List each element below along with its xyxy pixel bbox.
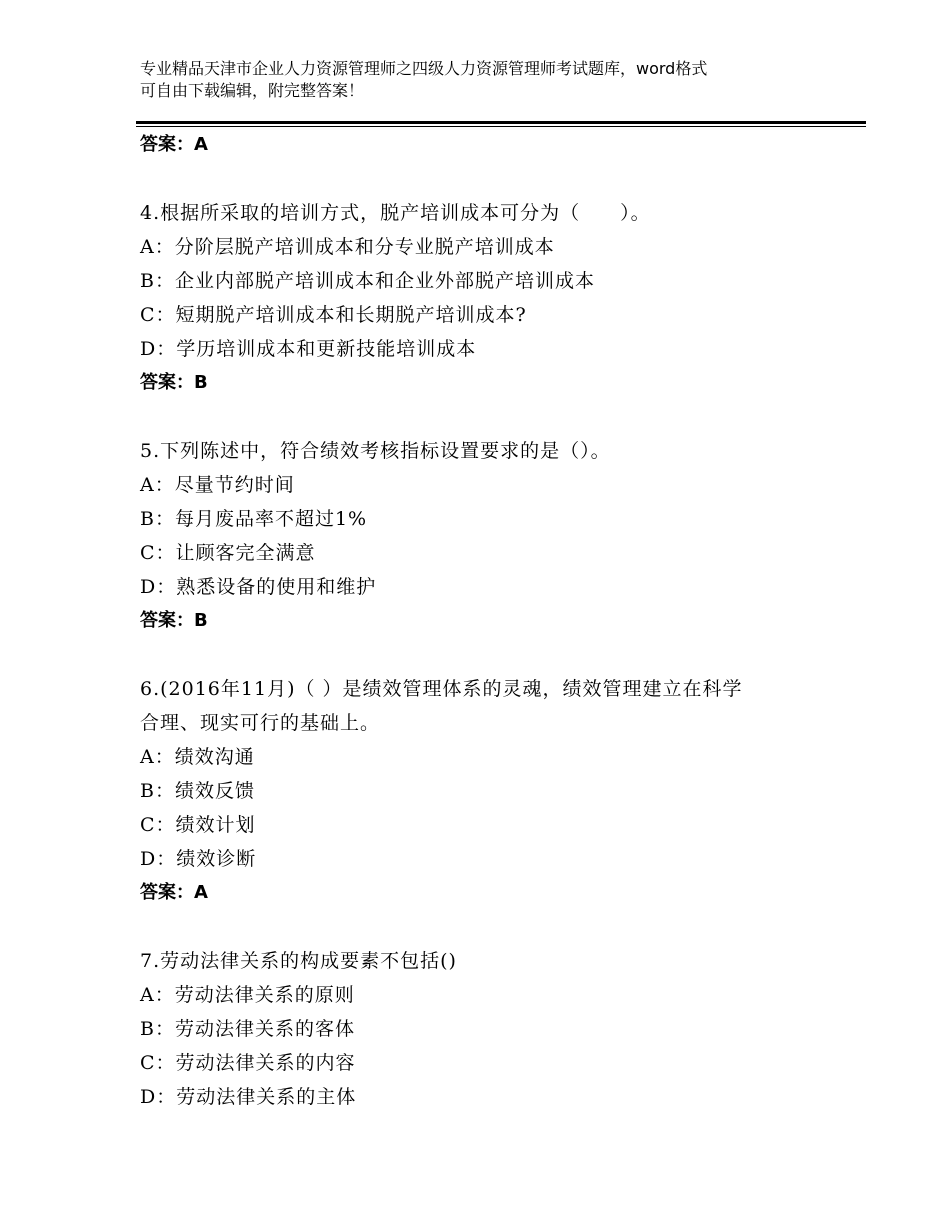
header-rule-thick xyxy=(136,121,866,124)
header-rule-thin xyxy=(136,126,866,127)
question-stem: 5.下列陈述中，符合绩效考核指标设置要求的是（）。 xyxy=(140,440,611,462)
option-a: A：分阶层脱产培训成本和分专业脱产培训成本 xyxy=(140,236,555,258)
spacer xyxy=(140,162,840,196)
spacer xyxy=(140,400,840,434)
question-stem: 7.劳动法律关系的构成要素不包括() xyxy=(140,950,457,972)
previous-answer: 答案：A xyxy=(140,134,208,155)
option-c: C：让顾客完全满意 xyxy=(140,542,316,564)
question-stem: 6.(2016年11月)（ ）是绩效管理体系的灵魂，绩效管理建立在科学 xyxy=(140,678,743,700)
spacer xyxy=(140,910,840,944)
header-line-2: 可自由下载编辑，附完整答案！ xyxy=(140,81,365,100)
page-header xyxy=(140,58,820,102)
question-answer: 答案：B xyxy=(140,610,208,631)
option-c: C：绩效计划 xyxy=(140,814,256,836)
question-4 xyxy=(140,196,840,400)
question-stem: 4.根据所采取的培训方式，脱产培训成本可分为（ ）。 xyxy=(140,202,651,224)
option-d: D：学历培训成本和更新技能培训成本 xyxy=(140,338,477,360)
option-b: B：企业内部脱产培训成本和企业外部脱产培训成本 xyxy=(140,270,595,292)
option-c: C：劳动法律关系的内容 xyxy=(140,1052,356,1074)
option-a: A：尽量节约时间 xyxy=(140,474,295,496)
option-a: A：绩效沟通 xyxy=(140,746,255,768)
question-stem-cont: 合理、现实可行的基础上。 xyxy=(140,712,381,734)
option-d: D：绩效诊断 xyxy=(140,848,257,870)
option-a: A：劳动法律关系的原则 xyxy=(140,984,355,1006)
header-line-1: 专业精品天津市企业人力资源管理师之四级人力资源管理师考试题库，word格式 xyxy=(140,59,708,78)
question-answer: 答案：B xyxy=(140,372,208,393)
option-d: D：劳动法律关系的主体 xyxy=(140,1086,357,1108)
option-b: B：每月废品率不超过1% xyxy=(140,508,368,530)
option-c: C：短期脱产培训成本和长期脱产培训成本? xyxy=(140,304,527,326)
option-d: D：熟悉设备的使用和维护 xyxy=(140,576,377,598)
question-7 xyxy=(140,944,840,1114)
option-b: B：劳动法律关系的客体 xyxy=(140,1018,355,1040)
document-body xyxy=(140,128,840,1114)
question-6 xyxy=(140,672,840,910)
option-b: B：绩效反馈 xyxy=(140,780,255,802)
question-5 xyxy=(140,434,840,638)
spacer xyxy=(140,638,840,672)
question-answer: 答案：A xyxy=(140,882,208,903)
